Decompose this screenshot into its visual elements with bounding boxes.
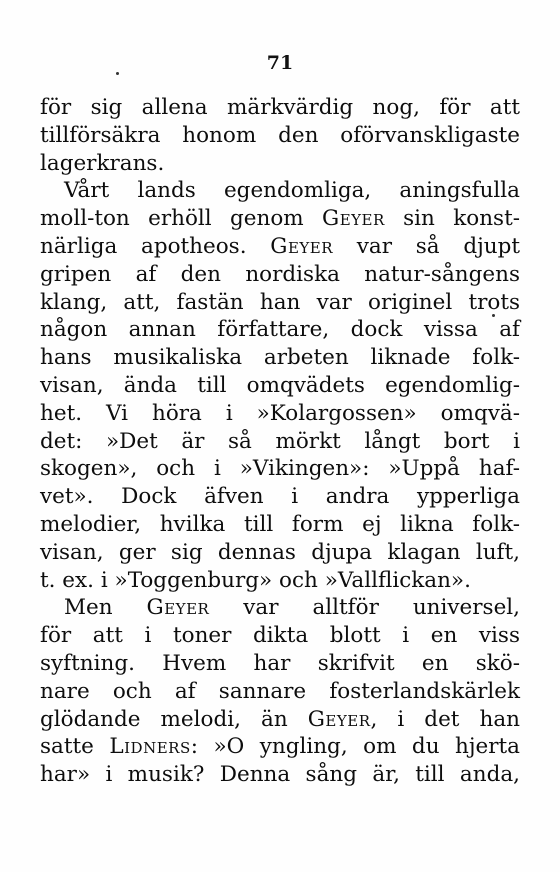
text-line: satte Lidners: »O yngling, om du hjerta bbox=[40, 734, 520, 760]
text-line: för sig allena märkvärdig nog, för att bbox=[40, 95, 520, 120]
text-line: visan, ända till omqvädets egendomlig- bbox=[40, 372, 520, 398]
text-line: het. Vi höra i »Kolargossen» omqvä- bbox=[40, 400, 520, 426]
body-text bbox=[40, 94, 520, 789]
text-line: någon annan författare, dock vissa af bbox=[40, 317, 520, 343]
dust-speck bbox=[116, 72, 119, 75]
text-line: melodier, hvilka till form ej likna folk- bbox=[40, 511, 520, 537]
text-line: nare och af sannare fosterlandskärlek bbox=[40, 678, 520, 704]
small-caps-name: Geyer bbox=[270, 233, 334, 259]
text-line: klang, att, fastän han var originel trots bbox=[40, 289, 520, 315]
text-line: gripen af den nordiska natur-sångens bbox=[40, 261, 520, 287]
text-line: syftning. Hvem har skrifvit en skö- bbox=[40, 650, 520, 676]
text-line: t. ex. i »Toggenburg» och »Vallflickan». bbox=[40, 567, 471, 593]
text-line: vet». Dock äfven i andra ypperliga bbox=[40, 484, 520, 510]
page-number: 71 bbox=[266, 52, 294, 74]
text-line: närliga apotheos. Geyer var så djupt bbox=[40, 233, 521, 259]
text-line: lagerkrans. bbox=[40, 150, 165, 176]
text-line: visan, ger sig dennas djupa klagan luft, bbox=[40, 539, 520, 565]
text-line: för att i toner dikta blott i en viss bbox=[40, 623, 520, 649]
text-line: Vårt lands egendomliga, aningsfulla bbox=[64, 178, 520, 204]
small-caps-name: Geyer bbox=[322, 206, 385, 232]
text-line: tillförsäkra honom den oförvanskligaste bbox=[40, 122, 520, 148]
text-line: Men Geyer var alltför universel, bbox=[64, 595, 520, 621]
text-line: hans musikaliska arbeten liknade folk- bbox=[40, 345, 520, 371]
text-line: skogen», och i »Vikingen»: »Uppå haf- bbox=[40, 456, 520, 482]
text-line: moll-ton erhöll genom Geyer sin konst- bbox=[40, 206, 520, 232]
text-line: det: »Det är så mörkt långt bort i bbox=[40, 428, 520, 454]
text-line: har» i musik? Denna sång är, till anda, bbox=[40, 762, 520, 788]
small-caps-name: Geyer bbox=[146, 595, 210, 621]
small-caps-name: Geyer bbox=[307, 706, 371, 732]
small-caps-name: Lidners bbox=[109, 734, 191, 760]
text-line: glödande melodi, än Geyer, i det han bbox=[40, 706, 520, 732]
